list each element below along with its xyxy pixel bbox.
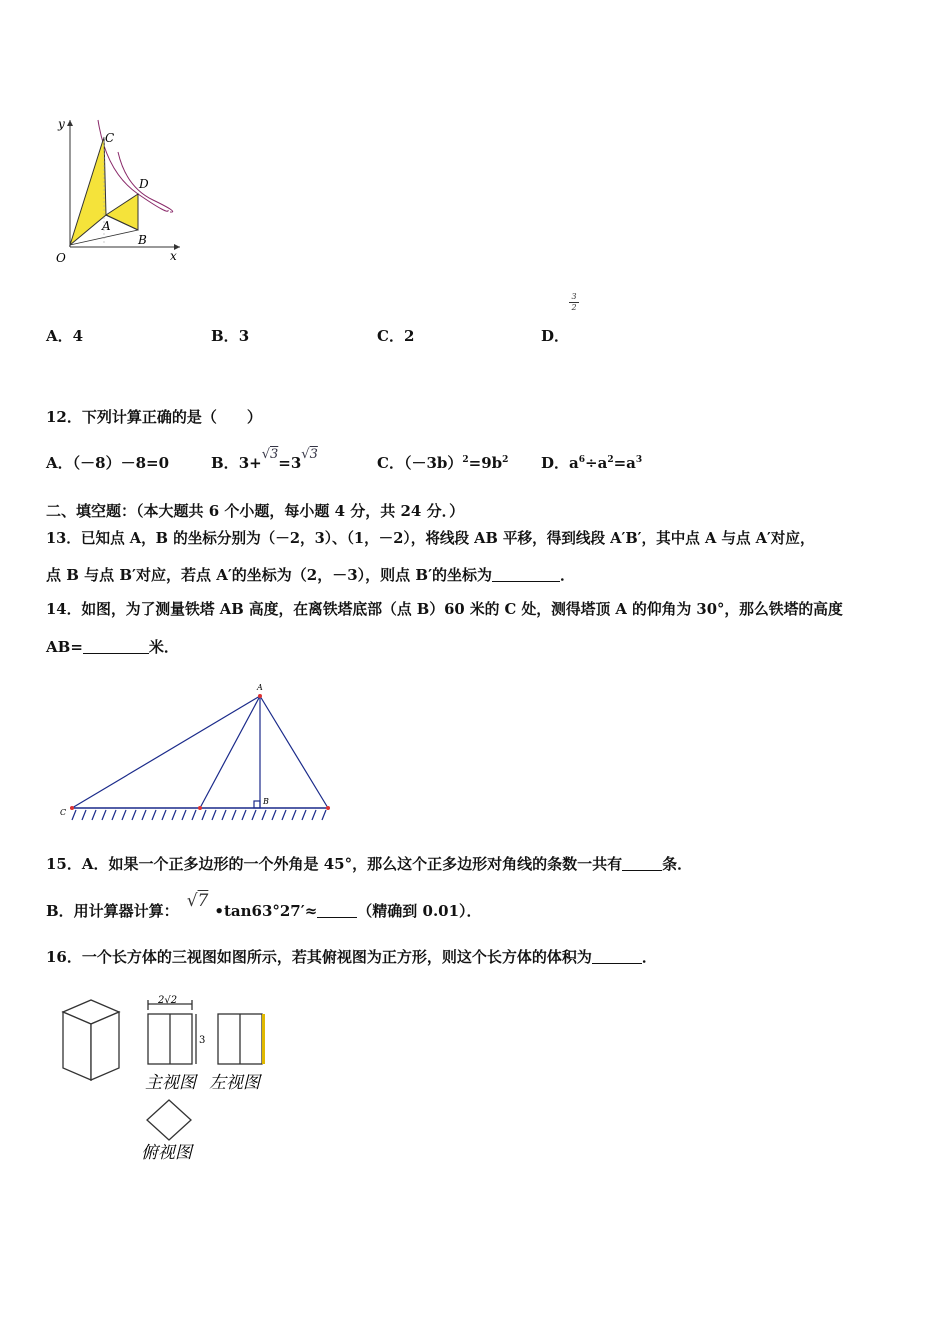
q16-answer-blank[interactable]: [592, 949, 642, 964]
q11-option-d[interactable]: [541, 325, 569, 346]
q14-figure: [58, 680, 338, 825]
q12-option-b[interactable]: B．3+√3=3√3: [211, 447, 318, 472]
q16-front-label: 主视图: [145, 1073, 196, 1093]
q12-d-e3: 3: [635, 455, 643, 465]
q11-x-label: x: [170, 249, 177, 263]
q11-fraction-numerator: 3: [569, 292, 579, 303]
q15-a-answer-blank[interactable]: [622, 856, 662, 871]
q12-c-pre: （－3b）: [403, 454, 463, 472]
q16-height-label: 3: [199, 1035, 206, 1046]
q11-y-label: y: [58, 117, 65, 131]
q12-d-op: ÷a: [585, 454, 608, 472]
q12-c-exp2: 2: [502, 455, 509, 465]
q11-option-a-letter: A．: [46, 327, 73, 345]
q15-b-pre: B．用计算器计算：: [46, 902, 179, 920]
q14-c-label: C: [60, 808, 67, 817]
q14-a-label: A: [257, 683, 263, 692]
q14-line2-pre: AB=: [46, 638, 83, 656]
q11-option-c-letter: C．: [377, 327, 404, 345]
q15-b-mid: •tan63°27′≈: [214, 902, 318, 920]
q12-a-text: （－8）－8=0: [72, 454, 170, 472]
q12-stem: 12．下列计算正确的是（ ）: [46, 408, 262, 426]
q12-b-pre: 3+: [238, 454, 262, 472]
section-title: 二、填空题：（本大题共 6 个小题，每小题 4 分，共 24 分．）: [46, 502, 465, 520]
q11-d-label: D: [139, 177, 149, 191]
q11-option-a-text: 4: [72, 327, 84, 345]
q14-b-label: B: [263, 797, 269, 806]
q12-option-a[interactable]: [46, 452, 169, 473]
q12-option-d[interactable]: [541, 452, 642, 473]
q16-top-label: 俯视图: [141, 1143, 192, 1163]
q16-stem: [46, 946, 657, 967]
q12-d-letter: D．: [541, 454, 570, 472]
q11-option-a[interactable]: [46, 325, 83, 346]
q12-option-c[interactable]: [377, 452, 508, 473]
q11-option-c-text: 2: [403, 327, 415, 345]
q13-line1: 13．已知点 A，B 的坐标分别为（－2，3）、（1，－2），将线段 AB 平移，得到线段 A′B′，其中点 A 与点 A′对应，: [46, 530, 815, 547]
q16-left-label: 左视图: [209, 1073, 260, 1093]
q11-option-b[interactable]: [211, 325, 249, 346]
q14-line1: 14．如图，为了测量铁塔 AB 高度，在离铁塔底部（点 B）60 米的 C 处，测得塔顶 A 的仰角为 30°，那么铁塔的高度: [46, 601, 843, 618]
q16-figure: [55, 990, 285, 1170]
q12-d-e1: 6: [578, 455, 586, 465]
q11-figure: [48, 112, 188, 272]
q11-fraction-denominator: 2: [571, 303, 577, 312]
q12-c-letter: C．: [377, 454, 404, 472]
q13-line2: [46, 564, 575, 585]
q13-line2-text: 点 B 与点 B′对应，若点 A′的坐标为（2，－3），则点 B′的坐标为: [46, 566, 493, 584]
q12-d-eq: =a: [613, 454, 636, 472]
q12-c-exp1: 2: [462, 455, 469, 465]
q14-line2: [46, 636, 179, 657]
q11-a-label: A: [102, 219, 111, 233]
q12-b-eq: =3: [278, 454, 302, 472]
q12-b-root1: 3: [270, 447, 279, 462]
q12-d-a1: a: [569, 454, 579, 472]
q12-b-letter: B．: [211, 454, 239, 472]
q11-o-label: O: [56, 251, 66, 265]
q12-d-e2: 2: [607, 455, 614, 465]
q12-a-letter: A．: [46, 454, 73, 472]
q11-option-b-text: 3: [238, 327, 250, 345]
q11-option-d-fraction: [569, 292, 579, 313]
q11-option-b-letter: B．: [211, 327, 239, 345]
q14-line2-post: 米．: [148, 638, 179, 656]
q15-a: [46, 853, 692, 874]
q16-width-label: 2√2: [158, 995, 178, 1006]
q15-b-answer-blank[interactable]: [317, 903, 357, 918]
q11-b-label: B: [138, 233, 147, 247]
q12-c-mid: =9b: [468, 454, 503, 472]
q15-b-post: （精确到 0.01）．: [357, 902, 482, 920]
q15-a-pre: 15．A．如果一个正多边形的一个外角是 45°，那么这个正多边形对角线的条数一共有: [46, 855, 623, 873]
q15-b: B．用计算器计算： √7 •tan63°27′≈ （精确到 0.01）．: [46, 891, 482, 920]
q11-c-label: C: [105, 131, 115, 145]
q13-end: ．: [560, 566, 576, 584]
q13-answer-blank[interactable]: [492, 567, 560, 582]
q15-a-post: 条．: [662, 855, 693, 873]
q16-stem-pre: 16．一个长方体的三视图如图所示，若其俯视图为正方形，则这个长方体的体积为: [46, 948, 592, 966]
q11-option-d-letter: D．: [541, 327, 570, 345]
q16-stem-post: ．: [641, 948, 657, 966]
q11-option-c[interactable]: [377, 325, 414, 346]
q14-answer-blank[interactable]: [83, 639, 149, 654]
q15-b-root: 7: [197, 891, 209, 911]
q12-b-root2: 3: [309, 447, 318, 462]
